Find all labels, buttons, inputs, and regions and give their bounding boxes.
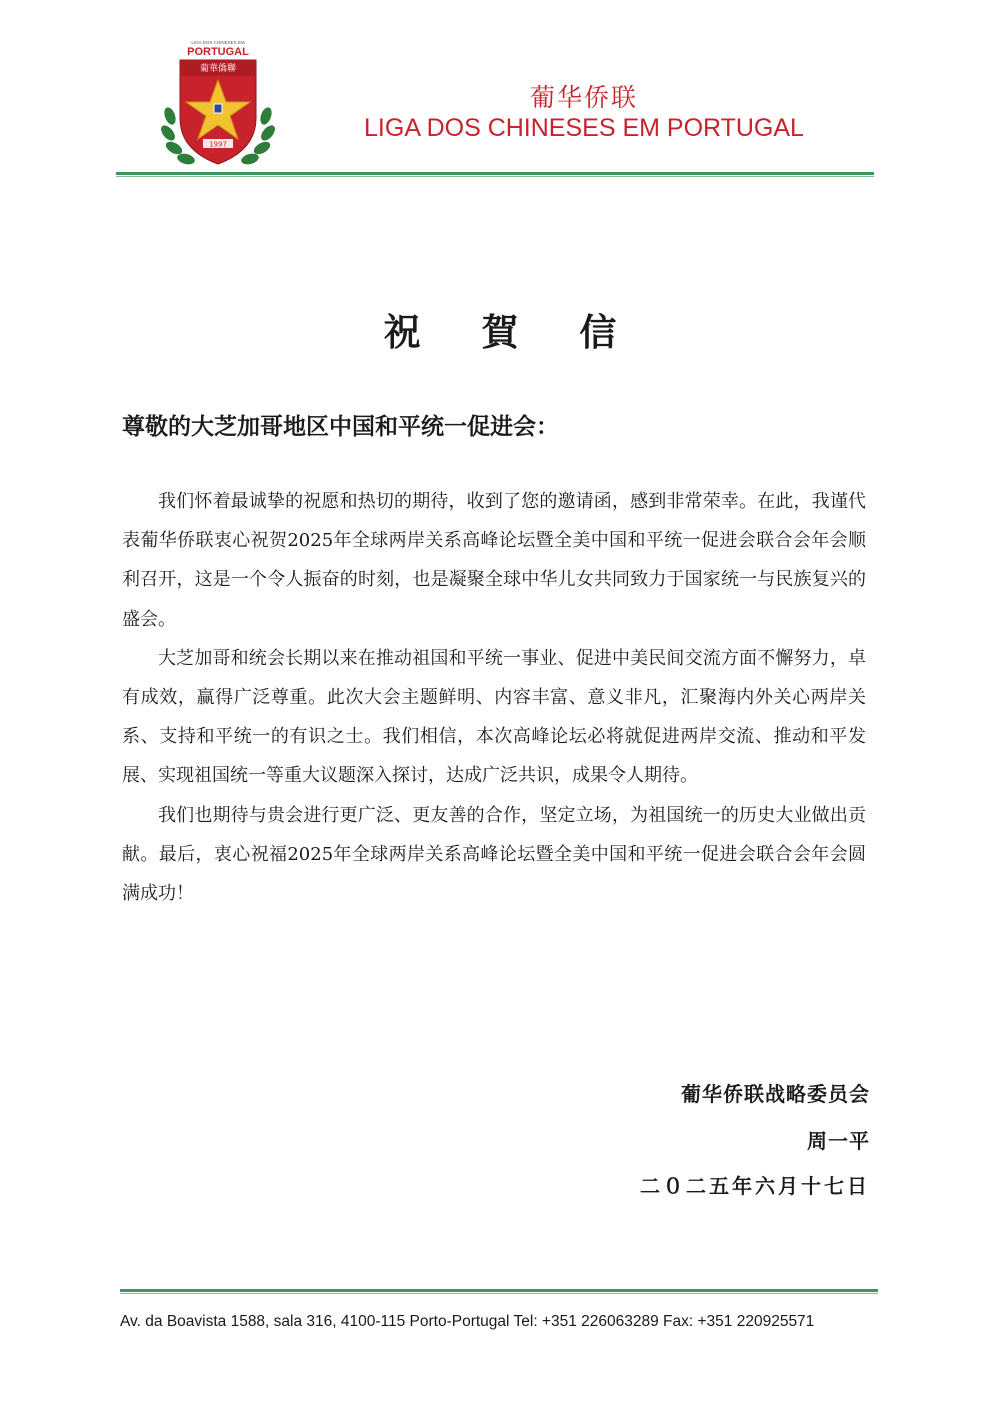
letter-title: 祝 賀 信 (383, 310, 641, 354)
organization-name-english: LIGA DOS CHINESES EM PORTUGAL (364, 114, 804, 142)
logo-year: 1997 (209, 140, 227, 149)
body-paragraph: 大芝加哥和统会长期以来在推动祖国和平统一事业、促进中美民间交流方面不懈努力，卓有成效，赢得广泛尊重。此次大会主题鲜明、内容丰富、意义非凡，汇聚海内外关心两岸关系、支持和平统一的有识之士。我们相信，本次高峰论坛必将就促进两岸交流、推动和平发展、实现祖国统一等重大议题深入探讨，达成广泛共识，成果令人期待。 (122, 647, 866, 787)
letter-body (122, 482, 866, 913)
organization-logo (158, 38, 278, 168)
signature-name: 周一平 (807, 1129, 870, 1153)
footer-divider (120, 1289, 878, 1295)
letter-salutation: 尊敬的大芝加哥地区中国和平统一促进会： (122, 413, 559, 440)
signature-organization: 葡华侨联战略委员会 (681, 1082, 870, 1106)
small-shield-icon (214, 104, 222, 113)
body-paragraph: 我们也期待与贵会进行更广泛、更友善的合作，坚定立场，为祖国统一的历史大业做出贡献。最后，衷心祝福2025年全球两岸关系高峰论坛暨全美中国和平统一促进会联合会年会圆满成功！ (122, 804, 866, 905)
crest-emblem (158, 38, 278, 168)
header-divider (116, 172, 874, 178)
logo-top-text: LIGA DOS CHINESES EM (191, 40, 245, 45)
organization-name-chinese: 葡华侨联 (529, 83, 638, 112)
logo-cn-text: 葡華僑聯 (199, 64, 237, 74)
logo-main-text: PORTUGAL (187, 46, 249, 58)
footer-address: Av. da Boavista 1588, sala 316, 4100-115 Porto-Portugal Tel: +351 226063289 Fax: +351 220925571 (120, 1313, 815, 1330)
body-paragraph: 我们怀着最诚挚的祝愿和热切的期待，收到了您的邀请函，感到非常荣幸。在此，我谨代表葡华侨联衷心祝贺2025年全球两岸关系高峰论坛暨全美中国和平统一促进会联合会年会顺利召开，这是一个令人振奋的时刻，也是凝聚全球中华儿女共同致力于国家统一与民族复兴的盛会。 (122, 491, 866, 630)
signature-date: 二０二五年六月十七日 (640, 1174, 870, 1198)
